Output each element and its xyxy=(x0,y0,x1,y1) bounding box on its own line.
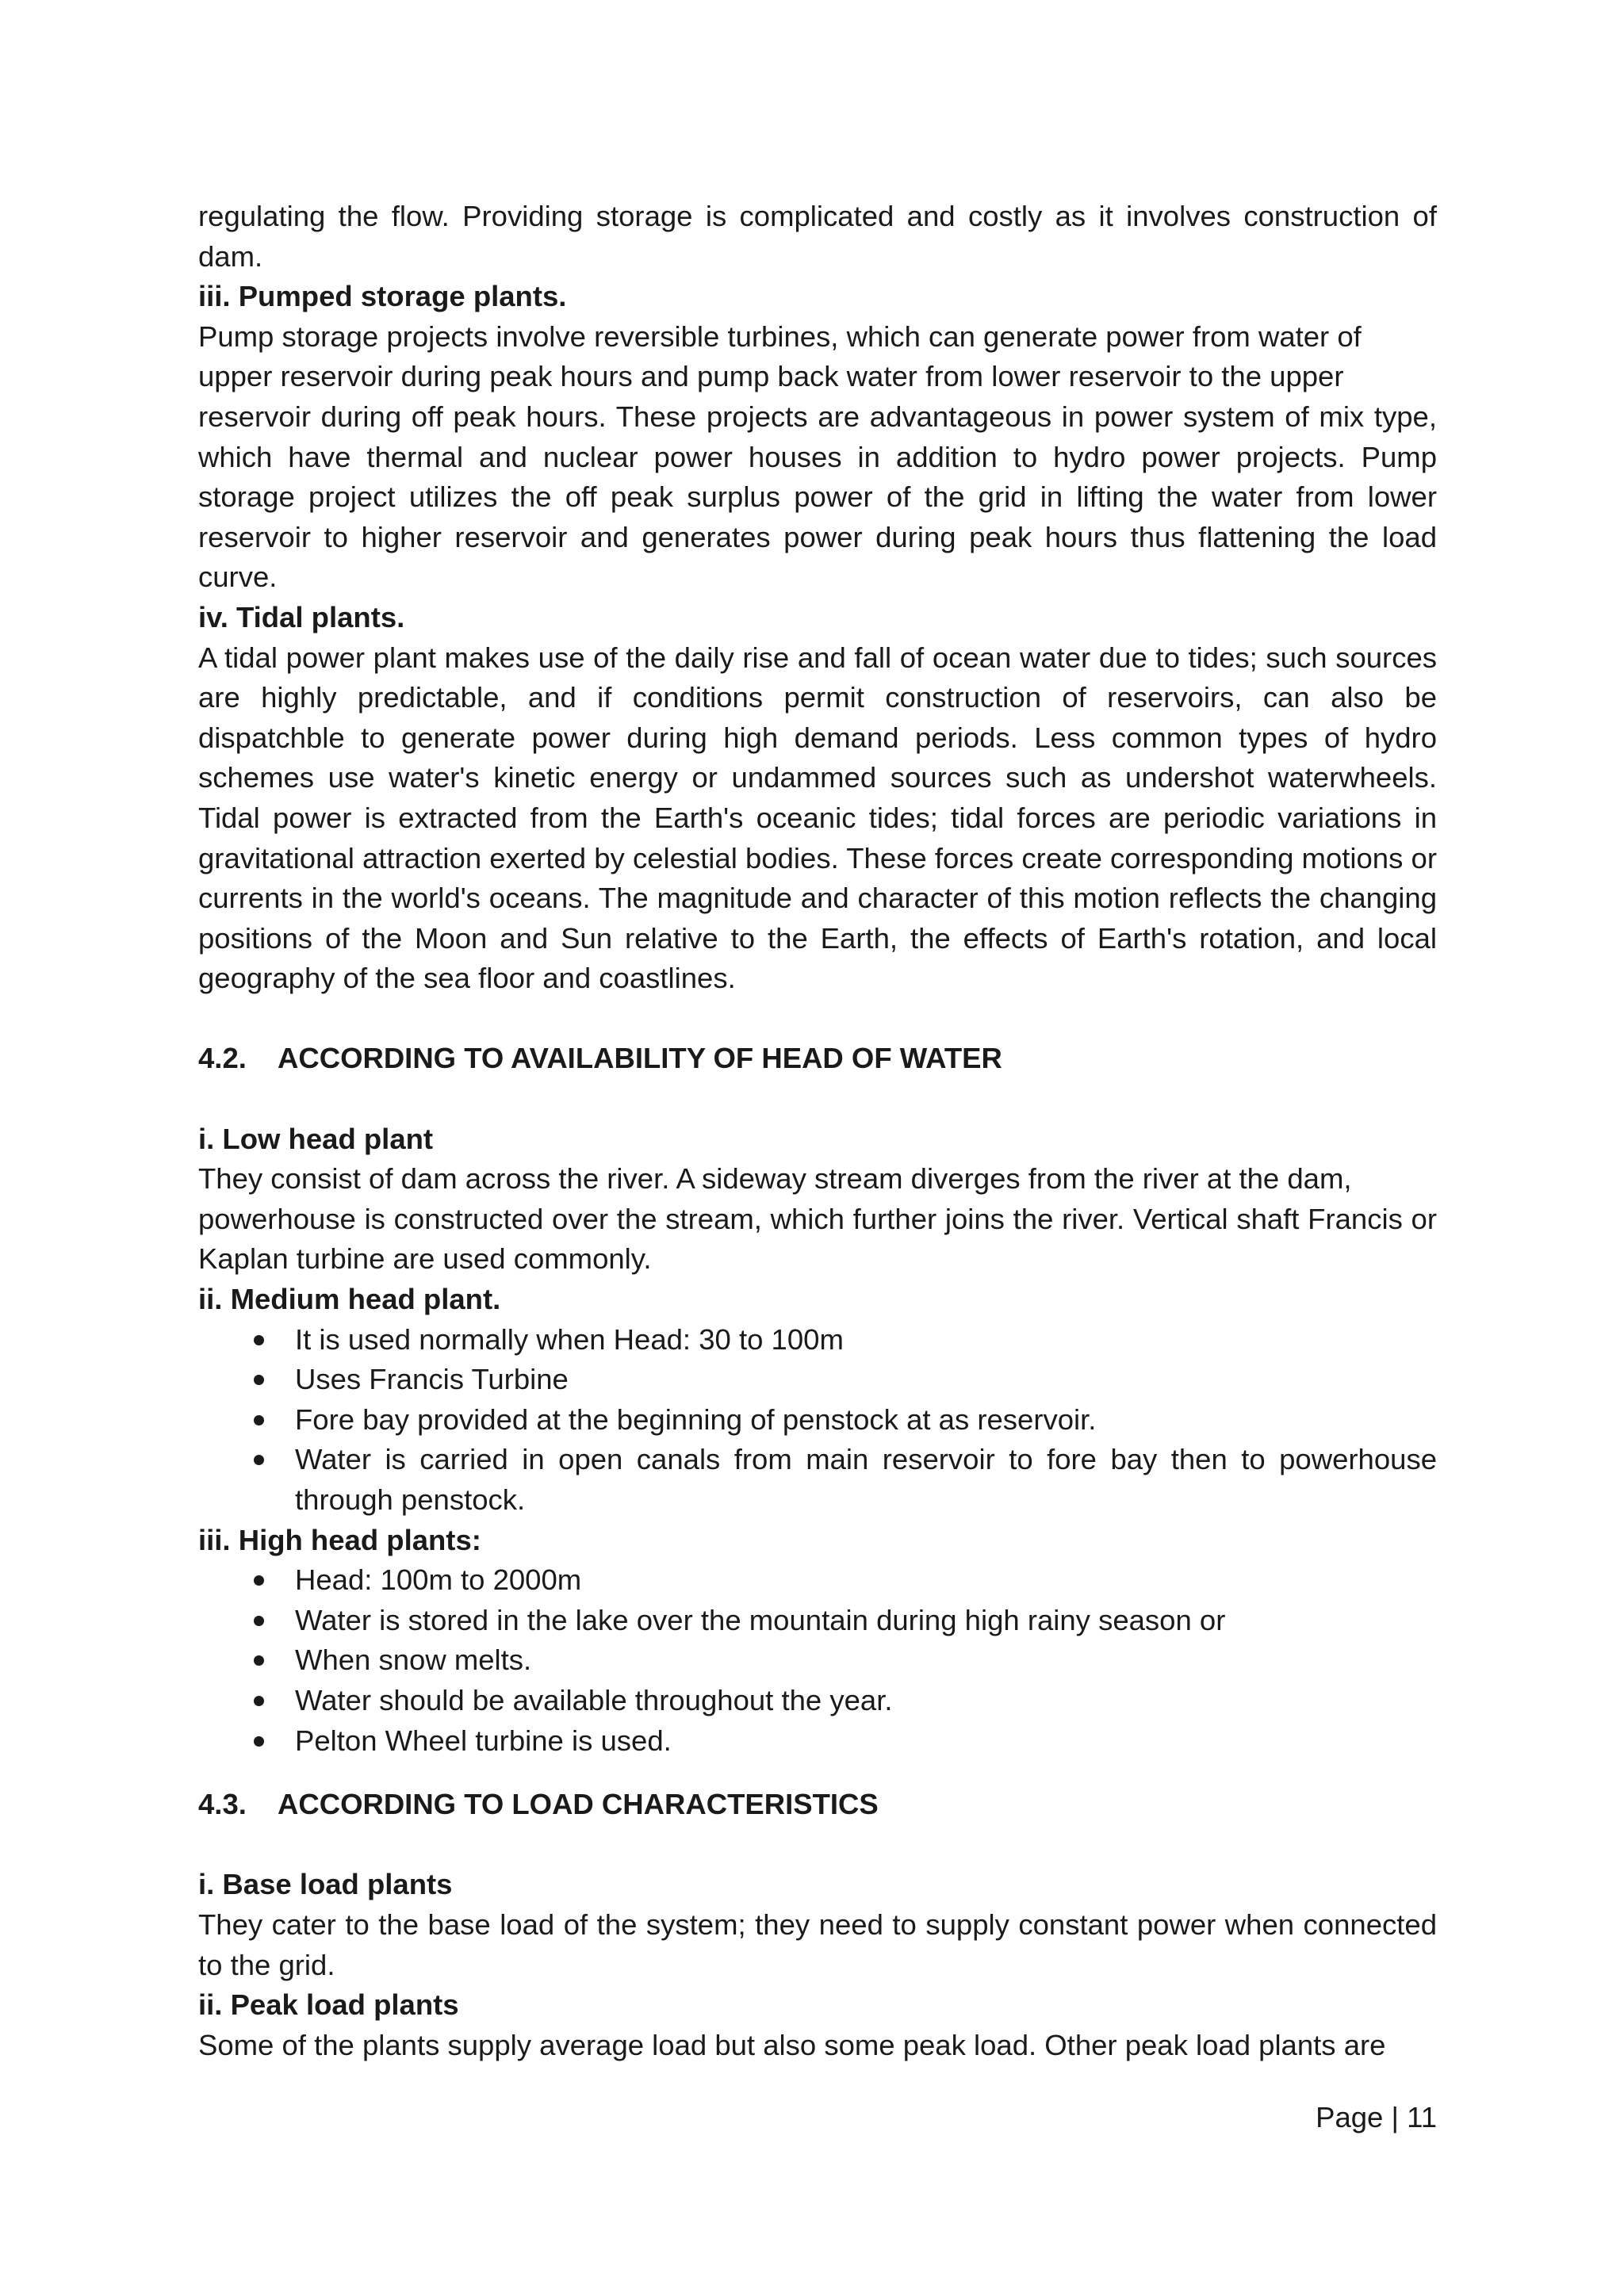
spacer xyxy=(198,1761,1437,1785)
page-content xyxy=(198,197,1437,2065)
section-4-2-heading xyxy=(198,1039,1437,1079)
list-item: Water should be available throughout the year. xyxy=(295,1681,1437,1721)
list-item: Uses Francis Turbine xyxy=(295,1360,1437,1400)
spacer xyxy=(198,999,1437,1039)
list-item: Fore bay provided at the beginning of penstock at as reservoir. xyxy=(295,1400,1437,1441)
low-head-heading: i. Low head plant xyxy=(198,1122,434,1155)
low-head-paragraph: powerhouse is constructed over the stream, which further joins the river. Vertical shaft Francis or Kaplan turbine are used commonly. xyxy=(198,1202,1437,1276)
peak-load-heading: ii. Peak load plants xyxy=(198,1988,459,2022)
base-load-heading: i. Base load plants xyxy=(198,1868,453,1901)
pumped-storage-line-2: upper reservoir during peak hours and pump back water from lower reservoir to the upper xyxy=(198,360,1344,393)
list-item: Pelton Wheel turbine is used. xyxy=(295,1721,1437,1762)
section-4-2-title: ACCORDING TO AVAILABILITY OF HEAD OF WATER xyxy=(278,1042,1002,1075)
pumped-storage-heading: iii. Pumped storage plants. xyxy=(198,280,567,313)
list-item: Water is carried in open canals from main reservoir to fore bay then to powerhouse through penstock. xyxy=(295,1440,1437,1520)
list-item: Head: 100m to 2000m xyxy=(295,1560,1437,1601)
medium-head-heading: ii. Medium head plant. xyxy=(198,1283,501,1316)
pumped-storage-paragraph: reservoir during off peak hours. These projects are advantageous in power system of mix type, which have thermal and nuclear power houses in addition to hydro power projects. Pump storage project utilizes the off peak surplus power of the grid in lifting the water from lower reservoir to higher reservoir and generates power during peak hours thus flattening the load curve. xyxy=(198,400,1437,594)
peak-load-paragraph: Some of the plants supply average load but also some peak load. Other peak load plants are xyxy=(198,2028,1386,2061)
medium-head-list xyxy=(198,1320,1437,1521)
section-4-3-heading xyxy=(198,1785,1437,1825)
section-4-2-number: 4.2. xyxy=(198,1042,247,1075)
base-load-paragraph: They cater to the base load of the system; they need to supply constant power when connected to the grid. xyxy=(198,1908,1437,1981)
list-item: Water is stored in the lake over the mountain during high rainy season or xyxy=(295,1601,1437,1641)
intro-paragraph: regulating the flow. Providing storage is complicated and costly as it involves construction of dam. xyxy=(198,200,1437,273)
list-item: It is used normally when Head: 30 to 100m xyxy=(295,1320,1437,1360)
low-head-line-1: They consist of dam across the river. A sideway stream diverges from the river at the dam, xyxy=(198,1162,1352,1196)
high-head-list xyxy=(198,1560,1437,1761)
page-number: Page | 11 xyxy=(1316,2101,1437,2133)
spacer xyxy=(198,1079,1437,1119)
section-4-3-number: 4.3. xyxy=(198,1788,247,1821)
spacer xyxy=(198,1825,1437,1866)
list-item: When snow melts. xyxy=(295,1640,1437,1681)
section-4-3-title: ACCORDING TO LOAD CHARACTERISTICS xyxy=(278,1788,879,1821)
tidal-plants-paragraph: A tidal power plant makes use of the daily rise and fall of ocean water due to tides; such sources are highly predictable, and if conditions permit construction of reservoirs, can also be dispatchble to generate power during high demand periods. Less common types of hydro schemes use water's kinetic energy or undammed sources such as undershot waterwheels. Tidal power is extracted from the Earth's oceanic tides; tidal forces are periodic variations in gravitational attraction exerted by celestial bodies. These forces create corresponding motions or currents in the world's oceans. The magnitude and character of this motion reflects the changing positions of the Moon and Sun relative to the Earth, the effects of Earth's rotation, and local geography of the sea floor and coastlines. xyxy=(198,641,1437,995)
high-head-heading: iii. High head plants: xyxy=(198,1523,481,1556)
tidal-plants-heading: iv. Tidal plants. xyxy=(198,600,405,633)
pumped-storage-line-1: Pump storage projects involve reversible turbines, which can generate power from water of xyxy=(198,320,1362,353)
